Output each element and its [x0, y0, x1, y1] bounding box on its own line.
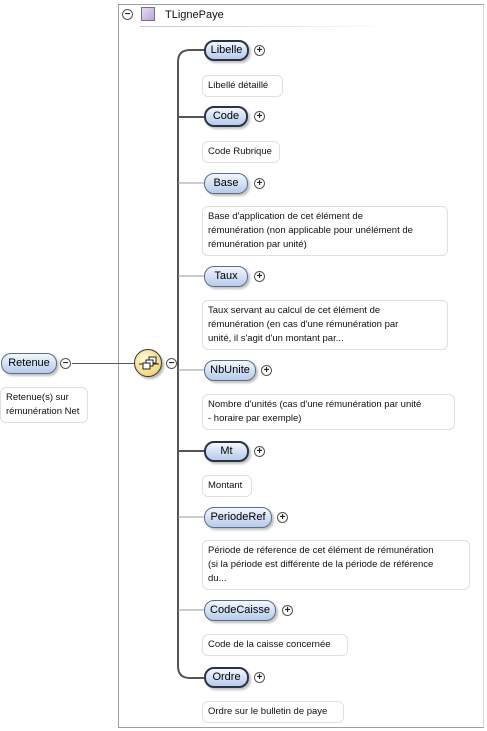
annotation-base — [202, 206, 448, 256]
element-taux[interactable]: Taux — [204, 266, 248, 287]
annotation-ordre — [202, 701, 344, 723]
annotation-line: du... — [208, 573, 227, 584]
element-ordre[interactable]: Ordre — [204, 667, 249, 688]
expand-ordre-icon[interactable]: + — [254, 672, 265, 683]
annotation-nbunite — [202, 394, 455, 430]
annotation-taux — [202, 300, 448, 350]
collapse-root-icon[interactable]: − — [60, 358, 71, 369]
expand-perioderef-icon[interactable]: + — [277, 512, 288, 523]
annotation-line: Code Rubrique — [208, 146, 272, 157]
element-code[interactable]: Code — [204, 106, 248, 127]
expand-taux-icon[interactable]: + — [254, 271, 265, 282]
annotation-perioderef — [202, 540, 470, 590]
element-perioderef[interactable]: PeriodeRef — [204, 507, 272, 528]
type-name: TLignePaye — [165, 9, 224, 21]
annotation-line: Code de la caisse concernée — [208, 639, 331, 650]
annotation-line: rémunération (en cas d'une rémunération par — [208, 319, 399, 330]
annotation-line: Nombre d'unités (cas d'une rémunération par unité — [208, 399, 422, 410]
annotation-line: unité, il s'agit d'un montant par... — [208, 333, 344, 344]
annotation-line: Ordre sur le bulletin de paye — [208, 706, 328, 717]
annotation-codecaisse — [202, 634, 348, 656]
element-nbunite[interactable]: NbUnite — [204, 360, 256, 381]
annotation-line: Retenue(s) sur — [6, 392, 69, 403]
annotation-libelle — [202, 75, 283, 97]
expand-mt-icon[interactable]: + — [254, 446, 265, 457]
collapse-sequence-icon[interactable]: − — [166, 358, 177, 369]
annotation-line: (si la période est différente de la période de référence — [208, 559, 434, 570]
expand-codecaisse-icon[interactable]: + — [282, 605, 293, 616]
annotation-line: - horaire par exemple) — [208, 413, 302, 424]
element-mt[interactable]: Mt — [204, 441, 249, 462]
element-codecaisse[interactable]: CodeCaisse — [204, 600, 276, 621]
annotation-code — [202, 141, 280, 163]
annotation-line: rémunération par unité) — [208, 239, 307, 250]
annotation-line: Montant — [208, 480, 243, 491]
element-libelle[interactable]: Libelle — [204, 40, 249, 61]
annotation-line: Libellé détaillé — [208, 80, 269, 91]
collapse-type-icon[interactable]: − — [122, 9, 133, 20]
expand-nbunite-icon[interactable]: + — [261, 365, 272, 376]
expand-base-icon[interactable]: + — [254, 178, 265, 189]
annotation-line: Taux servant au calcul de cet élément de — [208, 305, 381, 316]
annotation-mt — [202, 475, 252, 497]
expand-code-icon[interactable]: + — [254, 111, 265, 122]
annotation-line: rémunération (non applicable pour unélément de — [208, 225, 413, 236]
annotation-line: Période de réference de cet élément de rémunération — [208, 545, 434, 556]
annotation-line: rémunération Net — [6, 406, 80, 417]
expand-libelle-icon[interactable]: + — [254, 45, 265, 56]
element-base[interactable]: Base — [204, 173, 248, 194]
root-element-retenue[interactable]: Retenue — [1, 353, 57, 374]
annotation-line: Base d'application de cet élément de — [208, 211, 363, 222]
